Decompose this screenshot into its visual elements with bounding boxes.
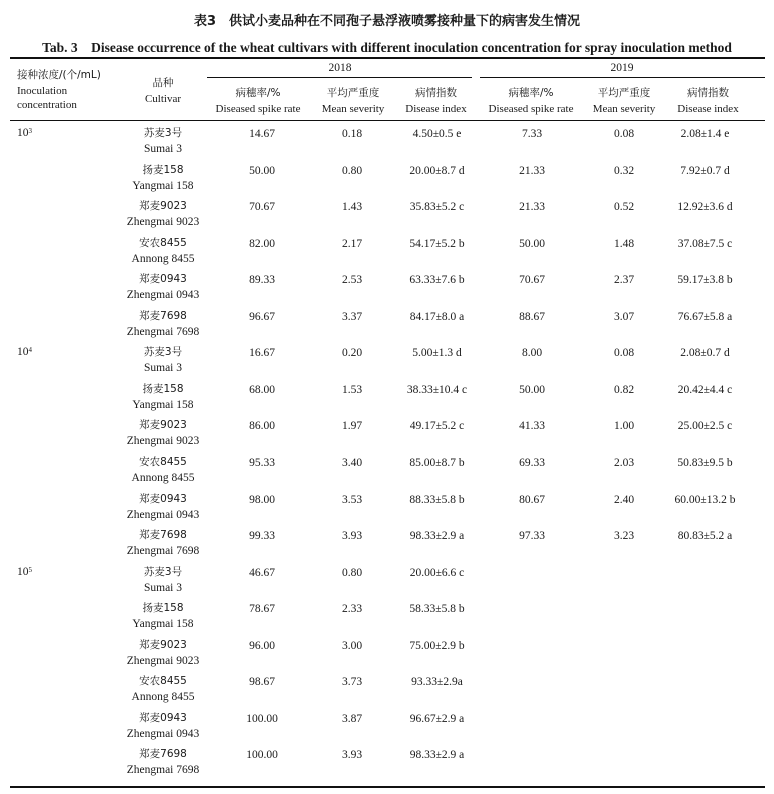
year-2019-rule (480, 77, 765, 78)
concentration-label (17, 126, 32, 140)
cultivar-name-en: Zhengmai 7698 (126, 764, 200, 777)
cell-2019-disease-index: 2.08±1.4 e (680, 128, 730, 140)
cell-2019-disease-index: 7.92±0.7 d (680, 164, 730, 177)
cell-2019-diseased-spike-rate: 50.00 (519, 237, 545, 250)
cell-2019-diseased-spike-rate: 41.33 (519, 420, 545, 433)
cultivar-name-cn: 郑麦9023 (139, 200, 187, 213)
cultivar-name-cn: 郑麦7698 (139, 529, 187, 542)
table-title-en: Tab. 3 Disease occurrence of the wheat cultivars with different inoculation concentration for spray inoculation method (42, 40, 732, 55)
cell-2018-diseased-spike-rate: 46.67 (249, 566, 275, 579)
cultivar-name-cn: 郑麦7698 (139, 748, 187, 761)
cell-2019-diseased-spike-rate: 69.33 (519, 456, 545, 469)
cell-2019-disease-index: 20.42±4.4 c (677, 383, 733, 396)
cell-2019-disease-index: 37.08±7.5 c (677, 237, 733, 250)
cell-2018-mean-severity: 0.80 (341, 566, 363, 579)
cultivar-name-cn: 郑麦0943 (139, 273, 187, 286)
cultivar-name-en: Zhengmai 7698 (126, 545, 200, 558)
cell-2018-disease-index: 54.17±5.2 b (409, 237, 465, 250)
cell-2018-disease-index: 35.83±5.2 c (409, 201, 465, 214)
cultivar-name-en: Annong 8455 (131, 691, 195, 704)
cultivar-name-en: Zhengmai 0943 (126, 727, 200, 740)
cell-2018-diseased-spike-rate: 16.67 (249, 347, 275, 360)
cell-2018-diseased-spike-rate: 100.00 (246, 749, 278, 762)
cell-2018-mean-severity: 2.53 (341, 274, 363, 287)
cell-2019-disease-index: 59.17±3.8 b (677, 274, 733, 287)
cultivar-name-cn: 苏麦3号 (143, 127, 183, 139)
cultivar-name-cn: 扬麦158 (142, 382, 184, 395)
cell-2019-diseased-spike-rate: 8.00 (521, 347, 543, 360)
cultivar-name-en: Yangmai 158 (132, 398, 194, 411)
cultivar-name-cn: 安农8455 (139, 236, 187, 249)
cell-2019-mean-severity: 2.37 (613, 274, 635, 287)
cell-2019-diseased-spike-rate: 50.00 (519, 383, 545, 396)
cell-2018-diseased-spike-rate: 82.00 (249, 237, 275, 250)
bottom-rule (10, 786, 765, 788)
cell-2018-disease-index: 63.33±7.6 b (409, 274, 465, 287)
cell-2019-mean-severity: 2.03 (613, 456, 635, 469)
cell-2019-mean-severity: 3.07 (613, 310, 635, 323)
cell-2018-mean-severity: 0.20 (341, 347, 363, 360)
cell-2019-mean-severity: 2.40 (613, 493, 635, 506)
cell-2019-disease-index: 50.83±9.5 b (677, 456, 733, 469)
cell-2019-mean-severity: 0.08 (613, 347, 635, 360)
cell-2018-mean-severity: 2.33 (341, 603, 363, 616)
cell-2019-diseased-spike-rate: 88.67 (519, 310, 545, 323)
table-title-cn: 表3 供试小麦品种在不同孢子悬浮液喷雾接种量下的病害发生情况 (193, 14, 581, 29)
cell-2018-disease-index: 49.17±5.2 c (409, 420, 465, 433)
cell-2019-diseased-spike-rate: 21.33 (519, 164, 545, 177)
cell-2019-diseased-spike-rate: 97.33 (519, 530, 545, 543)
cell-2019-mean-severity: 0.82 (613, 383, 635, 396)
cell-2018-disease-index: 58.33±5.8 b (409, 603, 465, 616)
cultivar-name-en: Zhengmai 7698 (126, 325, 200, 338)
cell-2018-diseased-spike-rate: 14.67 (249, 128, 275, 140)
cultivar-name-en: Sumai 3 (143, 143, 183, 155)
cell-2018-mean-severity: 1.97 (341, 420, 363, 433)
cell-2018-diseased-spike-rate: 78.67 (249, 603, 275, 616)
cell-2018-mean-severity: 3.73 (341, 676, 363, 689)
cell-2018-diseased-spike-rate: 70.67 (249, 201, 275, 214)
cell-2018-disease-index: 20.00±6.6 c (409, 566, 465, 579)
concentration-exponent: 4 (28, 346, 32, 355)
cell-2019-disease-index: 25.00±2.5 c (677, 420, 733, 433)
cell-2018-mean-severity: 3.93 (341, 749, 363, 762)
cultivar-name-en: Zhengmai 9023 (126, 654, 200, 667)
header-year-2019: 2019 (610, 62, 634, 74)
cell-2018-disease-index: 98.33±2.9 a (409, 749, 465, 762)
year-2018-rule (207, 77, 472, 78)
cultivar-name-en: Sumai 3 (143, 362, 183, 375)
cell-2019-disease-index: 12.92±3.6 d (677, 201, 733, 214)
cultivar-name-en: Zhengmai 0943 (126, 508, 200, 521)
cultivar-name-en: Annong 8455 (131, 252, 195, 265)
cultivar-name-cn: 安农8455 (139, 675, 187, 688)
concentration-base: 10 (17, 127, 29, 139)
cell-2018-diseased-spike-rate: 50.00 (249, 164, 275, 177)
cell-2018-diseased-spike-rate: 98.67 (249, 676, 275, 689)
cell-2018-mean-severity: 3.37 (341, 310, 363, 323)
cell-2018-mean-severity: 0.18 (341, 128, 363, 140)
cultivar-name-en: Yangmai 158 (132, 618, 194, 631)
cell-2018-mean-severity: 1.53 (341, 383, 363, 396)
concentration-label (17, 345, 32, 359)
concentration-base: 10 (17, 565, 29, 578)
cell-2018-disease-index: 20.00±8.7 d (409, 164, 465, 177)
cell-2019-disease-index: 80.83±5.2 a (677, 530, 733, 543)
cell-2018-disease-index: 96.67±2.9 a (409, 712, 465, 725)
cell-2019-mean-severity: 0.32 (613, 164, 635, 177)
cell-2018-mean-severity: 3.00 (341, 639, 363, 652)
cell-2018-diseased-spike-rate: 96.67 (249, 310, 275, 323)
cultivar-name-cn: 郑麦9023 (139, 638, 187, 651)
cell-2018-diseased-spike-rate: 99.33 (249, 530, 275, 543)
cell-2018-diseased-spike-rate: 89.33 (249, 274, 275, 287)
top-rule (10, 57, 765, 59)
cell-2019-mean-severity: 0.08 (613, 128, 635, 140)
cell-2018-disease-index: 85.00±8.7 b (409, 456, 465, 469)
concentration-label (17, 565, 32, 579)
cell-2018-diseased-spike-rate: 98.00 (249, 493, 275, 506)
cell-2018-disease-index: 88.33±5.8 b (409, 493, 465, 506)
cultivar-name-en: Sumai 3 (143, 581, 183, 594)
cell-2018-disease-index: 5.00±1.3 d (412, 347, 462, 360)
cultivar-name-cn: 郑麦0943 (139, 711, 187, 724)
cell-2019-mean-severity: 0.52 (613, 201, 635, 214)
cell-2018-disease-index: 98.33±2.9 a (409, 530, 465, 543)
cultivar-name-en: Zhengmai 9023 (126, 435, 200, 448)
cell-2018-disease-index: 93.33±2.9a (411, 676, 463, 689)
cell-2018-mean-severity: 1.43 (341, 201, 363, 214)
cell-2018-diseased-spike-rate: 86.00 (249, 420, 275, 433)
cell-2018-diseased-spike-rate: 95.33 (249, 456, 275, 469)
cultivar-name-en: Zhengmai 9023 (126, 216, 200, 229)
cultivar-name-cn: 郑麦0943 (139, 492, 187, 505)
concentration-exponent: 5 (28, 565, 32, 574)
cell-2018-mean-severity: 3.87 (341, 712, 363, 725)
cell-2018-disease-index: 38.33±10.4 c (406, 383, 468, 396)
cultivar-name-en: Annong 8455 (131, 471, 195, 484)
cell-2019-mean-severity: 3.23 (613, 530, 635, 543)
cell-2018-disease-index: 4.50±0.5 e (412, 128, 462, 140)
cell-2018-disease-index: 75.00±2.9 b (409, 639, 465, 652)
cultivar-name-en: Zhengmai 0943 (126, 289, 200, 302)
cultivar-name-cn: 苏麦3号 (143, 565, 183, 578)
cell-2019-diseased-spike-rate: 70.67 (519, 274, 545, 287)
cell-2018-diseased-spike-rate: 100.00 (246, 712, 278, 725)
concentration-exponent: 3 (28, 127, 32, 135)
cell-2019-diseased-spike-rate: 21.33 (519, 201, 545, 214)
cultivar-name-cn: 扬麦158 (142, 163, 184, 176)
cultivar-name-cn: 安农8455 (139, 455, 187, 468)
cell-2018-mean-severity: 0.80 (341, 164, 363, 177)
cell-2019-diseased-spike-rate: 7.33 (521, 128, 543, 140)
cultivar-name-cn: 郑麦9023 (139, 419, 187, 432)
cultivar-name-en: Yangmai 158 (132, 179, 194, 192)
cell-2019-diseased-spike-rate: 80.67 (519, 493, 545, 506)
cultivar-name-cn: 郑麦7698 (139, 309, 187, 322)
header-rule (10, 120, 765, 121)
cell-2019-disease-index: 76.67±5.8 a (677, 310, 733, 323)
cell-2018-diseased-spike-rate: 96.00 (249, 639, 275, 652)
cultivar-name-cn: 苏麦3号 (143, 346, 183, 359)
cultivar-name-cn: 扬麦158 (142, 602, 184, 615)
cell-2018-mean-severity: 2.17 (341, 237, 363, 250)
cell-2019-disease-index: 2.08±0.7 d (680, 347, 730, 360)
header-year-2018: 2018 (328, 62, 352, 74)
cell-2019-disease-index: 60.00±13.2 b (674, 493, 736, 506)
cell-2018-disease-index: 84.17±8.0 a (409, 310, 465, 323)
cell-2019-mean-severity: 1.00 (613, 420, 635, 433)
cell-2018-mean-severity: 3.40 (341, 456, 363, 469)
cell-2019-mean-severity: 1.48 (613, 237, 635, 250)
cell-2018-mean-severity: 3.53 (341, 493, 363, 506)
cell-2018-mean-severity: 3.93 (341, 530, 363, 543)
cell-2018-diseased-spike-rate: 68.00 (249, 383, 275, 396)
concentration-base: 10 (17, 346, 29, 359)
